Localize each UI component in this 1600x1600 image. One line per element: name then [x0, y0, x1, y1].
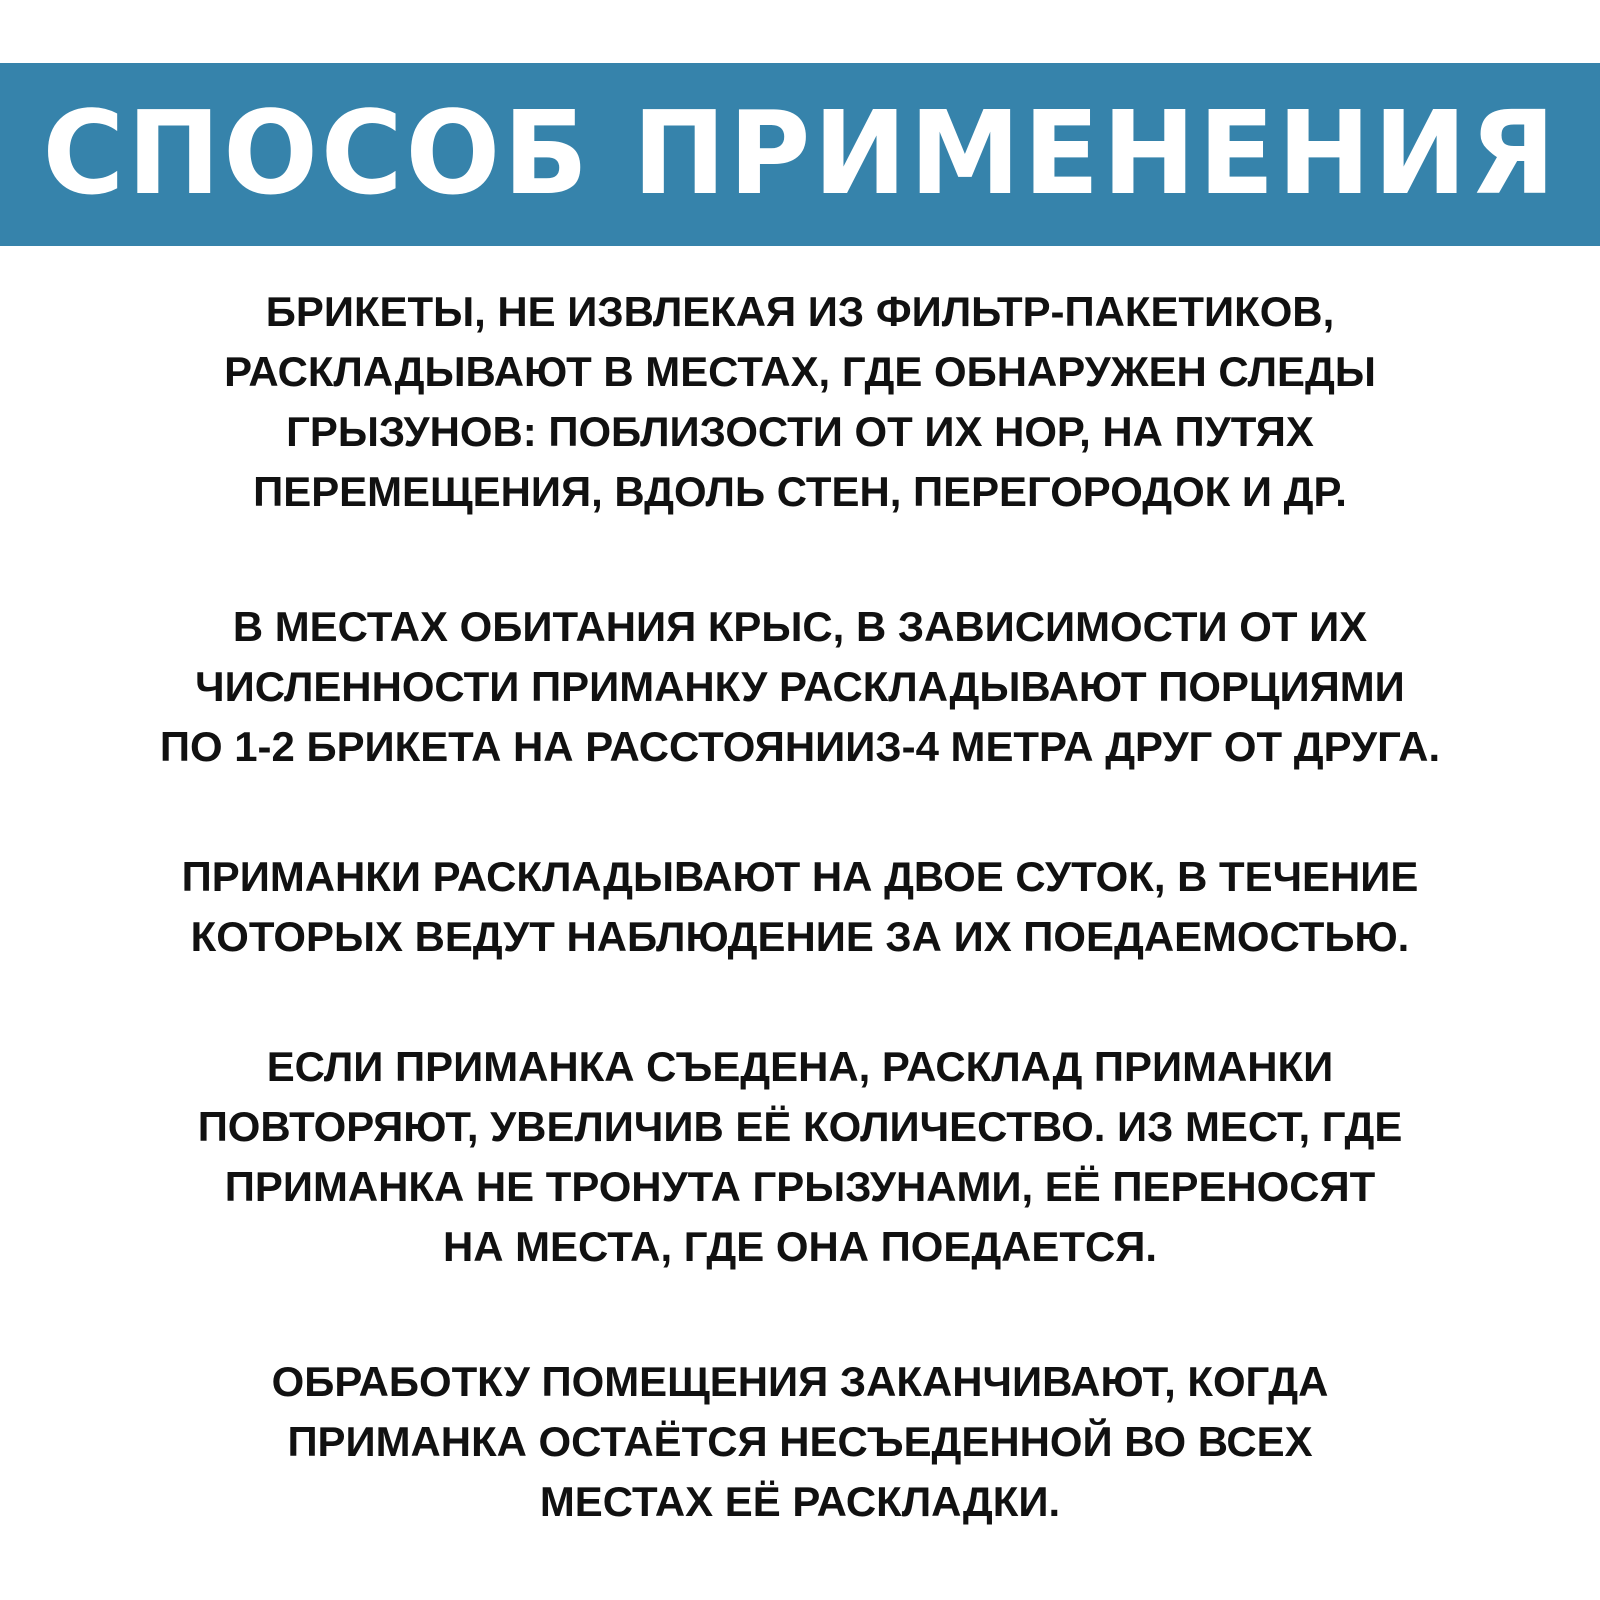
paragraph-line: НА МЕСТА, ГДЕ ОНА ПОЕДАЕТСЯ. [442, 1223, 1158, 1270]
paragraph-line: ЧИСЛЕННОСТИ ПРИМАНКУ РАСКЛАДЫВАЮТ ПОРЦИЯМИ [195, 663, 1405, 710]
paragraph-line: КОТОРЫХ ВЕДУТ НАБЛЮДЕНИЕ ЗА ИХ ПОЕДАЕМОСТЬЮ. [190, 913, 1410, 960]
paragraph-rat-habitats [0, 597, 1600, 777]
paragraph-line: В МЕСТАХ ОБИТАНИЯ КРЫС, В ЗАВИСИМОСТИ ОТ ИХ [232, 603, 1368, 650]
paragraph-line: ЕСЛИ ПРИМАНКА СЪЕДЕНА, РАСКЛАД ПРИМАНКИ [266, 1043, 1334, 1090]
paragraph-line: ПО 1-2 БРИКЕТА НА РАССТОЯНИИЗ-4 МЕТРА ДРУГ ОТ ДРУГА. [159, 723, 1441, 770]
paragraph-repeat-bait [0, 1037, 1600, 1277]
paragraph-line: ПЕРЕМЕЩЕНИЯ, ВДОЛЬ СТЕН, ПЕРЕГОРОДОК И ДР. [253, 468, 1347, 515]
title-banner [0, 63, 1600, 246]
paragraph-line: ОБРАБОТКУ ПОМЕЩЕНИЯ ЗАКАНЧИВАЮТ, КОГДА [271, 1358, 1329, 1405]
paragraph-line: ГРЫЗУНОВ: ПОБЛИЗОСТИ ОТ ИХ НОР, НА ПУТЯХ [286, 408, 1314, 455]
paragraph-line: ПРИМАНКИ РАСКЛАДЫВАЮТ НА ДВОЕ СУТОК, В ТЕЧЕНИЕ [181, 853, 1419, 900]
paragraph-line: ПОВТОРЯЮТ, УВЕЛИЧИВ ЕЁ КОЛИЧЕСТВО. ИЗ МЕСТ, ГДЕ [197, 1103, 1403, 1150]
paragraph-line: РАСКЛАДЫВАЮТ В МЕСТАХ, ГДЕ ОБНАРУЖЕН СЛЕДЫ [224, 348, 1376, 395]
paragraph-finish [0, 1352, 1600, 1532]
paragraph-line: ПРИМАНКА ОСТАЁТСЯ НЕСЪЕДЕННОЙ ВО ВСЕХ [287, 1418, 1313, 1465]
paragraph-line: МЕСТАХ ЕЁ РАСКЛАДКИ. [539, 1478, 1061, 1525]
paragraph-placement [0, 282, 1600, 522]
paragraph-line: ПРИМАНКА НЕ ТРОНУТА ГРЫЗУНАМИ, ЕЁ ПЕРЕНОСЯТ [224, 1163, 1376, 1210]
page-title: СПОСОБ ПРИМЕНЕНИЯ [42, 87, 1558, 222]
paragraph-line: БРИКЕТЫ, НЕ ИЗВЛЕКАЯ ИЗ ФИЛЬТР-ПАКЕТИКОВ, [265, 288, 1335, 335]
paragraph-two-days [0, 847, 1600, 967]
